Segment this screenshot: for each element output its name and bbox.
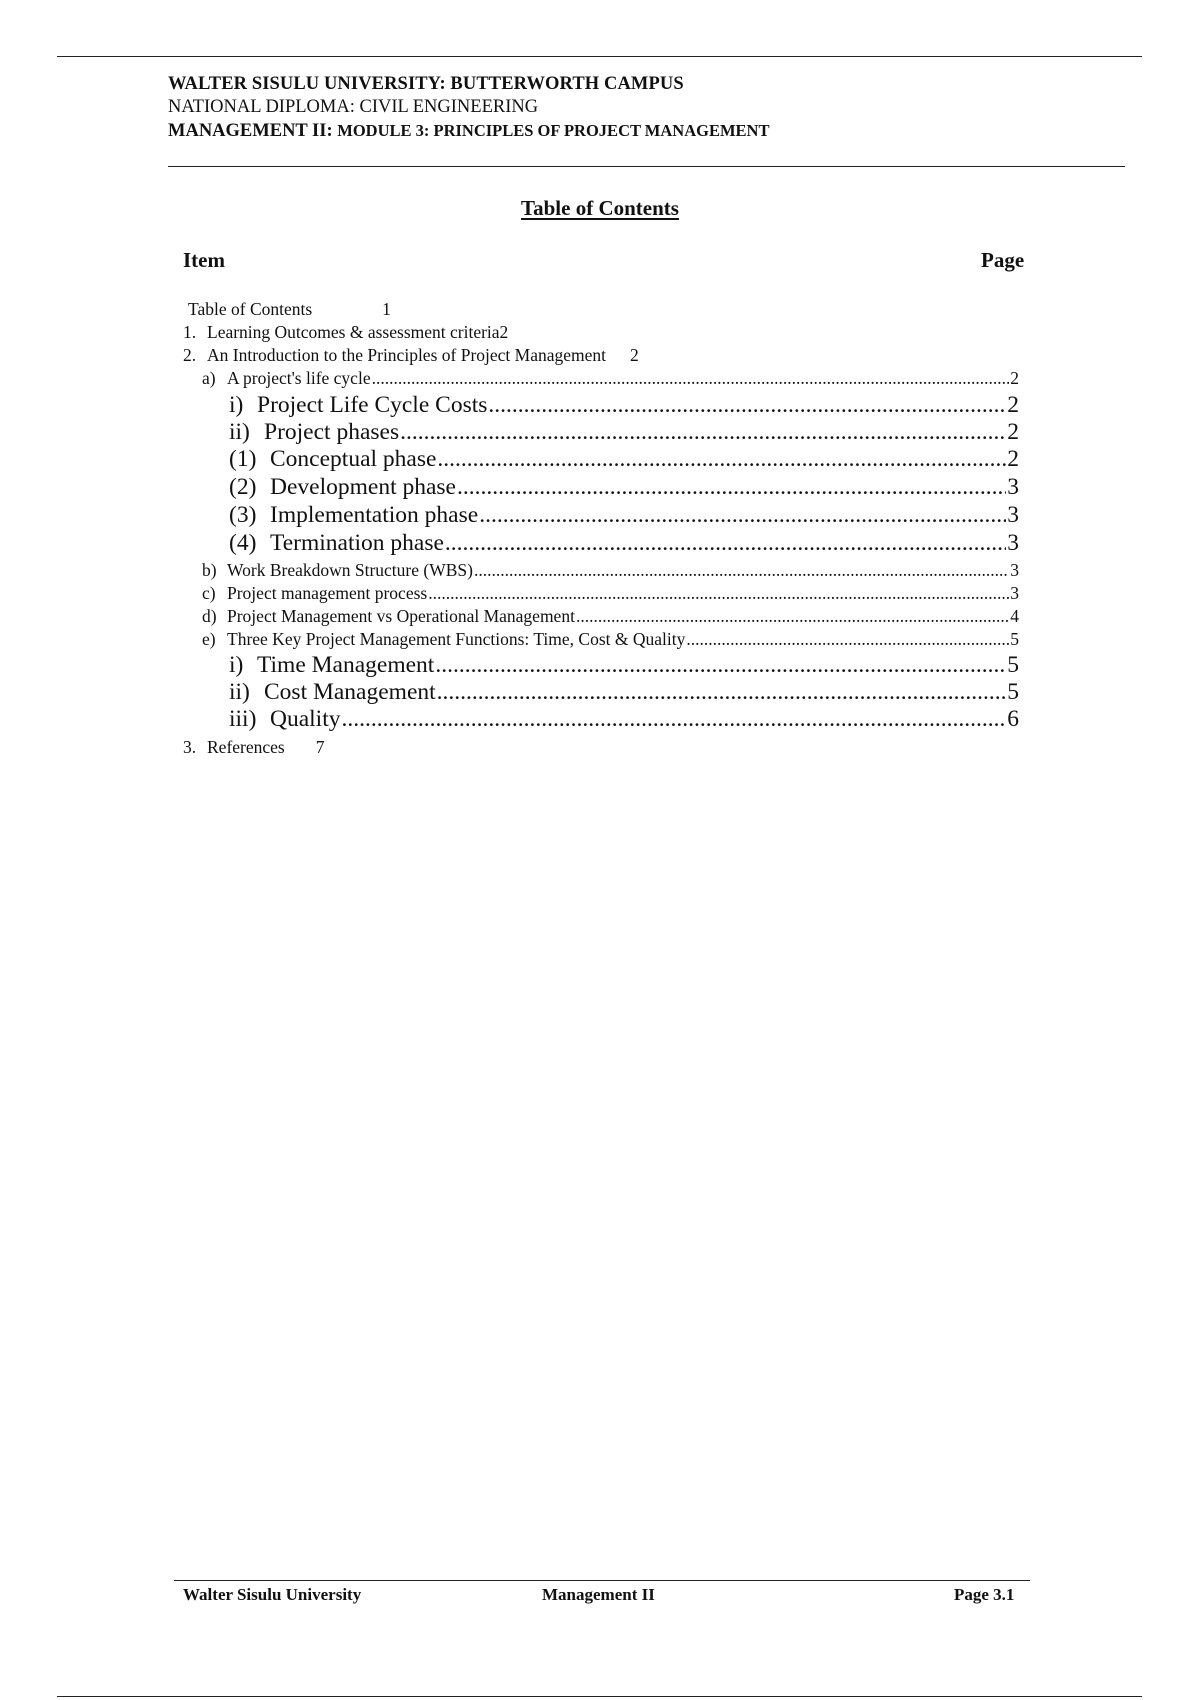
toc-entry-number: (4) — [229, 530, 257, 556]
toc-entry-number: (2) — [229, 474, 257, 500]
toc-entry-page: 5 — [1007, 652, 1019, 678]
toc-entry-number: e) — [202, 629, 216, 649]
toc-entry[interactable] — [229, 652, 1019, 679]
toc-leader — [428, 583, 1009, 604]
toc-entry-page: 3 — [1010, 583, 1019, 603]
header-university: WALTER SISULU UNIVERSITY: BUTTERWORTH CAMPUS — [168, 74, 684, 94]
toc-entry-text: Cost Management — [264, 679, 436, 705]
toc-leader — [479, 502, 1006, 529]
toc-entry-page: 2 — [499, 322, 509, 342]
toc-leader — [576, 606, 1009, 627]
toc-entry[interactable] — [229, 706, 1019, 733]
toc-leader — [435, 652, 1006, 679]
toc-entry-text: References — [207, 737, 285, 757]
toc-entry-text: Project management process — [227, 583, 428, 603]
toc-leader — [474, 560, 1009, 581]
toc-leader — [457, 474, 1006, 501]
toc-entry-page: 3 — [1007, 502, 1019, 528]
toc-column-item: Item — [183, 248, 225, 272]
toc-entry-number: b) — [202, 560, 217, 580]
toc-entry-number: (3) — [229, 502, 257, 528]
toc-entry-text: Table of Contents — [188, 299, 313, 319]
header-rule — [168, 166, 1125, 167]
footer-university: Walter Sisulu University — [183, 1585, 362, 1604]
toc-entry-page: 4 — [1010, 606, 1019, 626]
toc-entry-number: i) — [229, 392, 244, 418]
toc-entry[interactable] — [229, 474, 1019, 501]
toc-entry-text: A project's life cycle — [227, 368, 371, 388]
toc-entry-number: i) — [229, 652, 244, 678]
toc-entry-text: Development phase — [270, 474, 456, 500]
page-bottom-rule — [57, 1696, 1142, 1697]
toc-entry[interactable] — [202, 368, 1019, 389]
toc-entry-number: ii) — [229, 419, 250, 445]
toc-entry[interactable] — [229, 419, 1019, 446]
toc-entry-number: 2. — [183, 345, 197, 365]
toc-entry[interactable] — [229, 446, 1019, 473]
toc-entry[interactable] — [183, 322, 508, 343]
toc-entry-number: d) — [202, 606, 217, 626]
toc-entry[interactable] — [229, 679, 1019, 706]
toc-entry-page: 2 — [1007, 419, 1019, 445]
toc-entry-text: Project Life Cycle Costs — [257, 392, 488, 418]
toc-leader — [437, 446, 1006, 473]
header-module-prefix: MANAGEMENT II: — [168, 121, 333, 141]
toc-entry[interactable] — [188, 299, 391, 320]
toc-leader — [372, 368, 1010, 389]
toc-title: Table of Contents — [521, 196, 679, 220]
toc-entry[interactable] — [202, 606, 1019, 627]
toc-entry-text: Time Management — [257, 652, 435, 678]
document-header — [168, 73, 769, 143]
toc-entry-page: 3 — [1007, 474, 1019, 500]
toc-entry-page: 2 — [1010, 368, 1019, 388]
toc-leader — [400, 419, 1006, 446]
toc-entry-page: 2 — [1007, 446, 1019, 472]
toc-entry-page: 5 — [1007, 679, 1019, 705]
toc-column-page: Page — [981, 248, 1025, 272]
toc-leader — [437, 679, 1007, 706]
toc-leader — [445, 530, 1006, 557]
toc-entry-page: 3 — [1007, 530, 1019, 556]
toc-entry[interactable] — [229, 502, 1019, 529]
toc-entry-text: Three Key Project Management Functions: Time, Cost & Quality — [227, 629, 686, 649]
toc-entry-page: 1 — [382, 299, 391, 319]
toc-leader — [686, 629, 1009, 650]
toc-entry-text: Project phases — [264, 419, 400, 445]
toc-entry-page: 2 — [1007, 392, 1019, 418]
toc-entry[interactable] — [202, 560, 1019, 581]
toc-entry-number: ii) — [229, 679, 250, 705]
toc-entry[interactable] — [202, 629, 1019, 650]
toc-entry-text: Project Management vs Operational Management — [227, 606, 575, 626]
toc-entry-text: Quality — [270, 706, 341, 732]
toc-entry-text: Learning Outcomes & assessment criteria — [207, 322, 500, 342]
header-diploma: NATIONAL DIPLOMA: CIVIL ENGINEERING — [168, 97, 539, 117]
toc-entry-text: An Introduction to the Principles of Project Management — [207, 345, 607, 365]
toc-entry[interactable] — [183, 345, 639, 366]
toc-entry[interactable] — [229, 530, 1019, 557]
toc-entry-number: a) — [202, 368, 216, 388]
toc-entry-text: Conceptual phase — [270, 446, 437, 472]
toc-entry-text: Termination phase — [270, 530, 444, 556]
toc-entry-page: 6 — [1007, 706, 1019, 732]
footer-rule — [174, 1580, 1030, 1581]
toc-entry-number: 1. — [183, 322, 197, 342]
toc-entry-number: iii) — [229, 706, 257, 732]
toc-entry-page: 7 — [315, 737, 325, 757]
header-module-title: MODULE 3: PRINCIPLES OF PROJECT MANAGEMENT — [337, 121, 770, 140]
toc-entry-text: Implementation phase — [270, 502, 479, 528]
toc-entry-page: 3 — [1010, 560, 1019, 580]
header-module — [168, 119, 769, 143]
toc-entry[interactable] — [183, 737, 324, 758]
toc-entry-number: (1) — [229, 446, 257, 472]
toc-entry[interactable] — [202, 583, 1019, 604]
toc-entry-number: 3. — [183, 737, 197, 757]
toc-leader — [342, 706, 1007, 733]
toc-entry-text: Work Breakdown Structure (WBS) — [227, 560, 473, 580]
toc-leader — [488, 392, 1006, 419]
toc-entry-page: 2 — [630, 345, 639, 365]
toc-entry-number: c) — [202, 583, 216, 603]
toc-entry-page: 5 — [1010, 629, 1019, 649]
page-top-rule — [57, 56, 1142, 57]
footer-course: Management II — [542, 1585, 655, 1604]
toc-entry[interactable] — [229, 392, 1019, 419]
footer-page-number: Page 3.1 — [954, 1585, 1015, 1604]
